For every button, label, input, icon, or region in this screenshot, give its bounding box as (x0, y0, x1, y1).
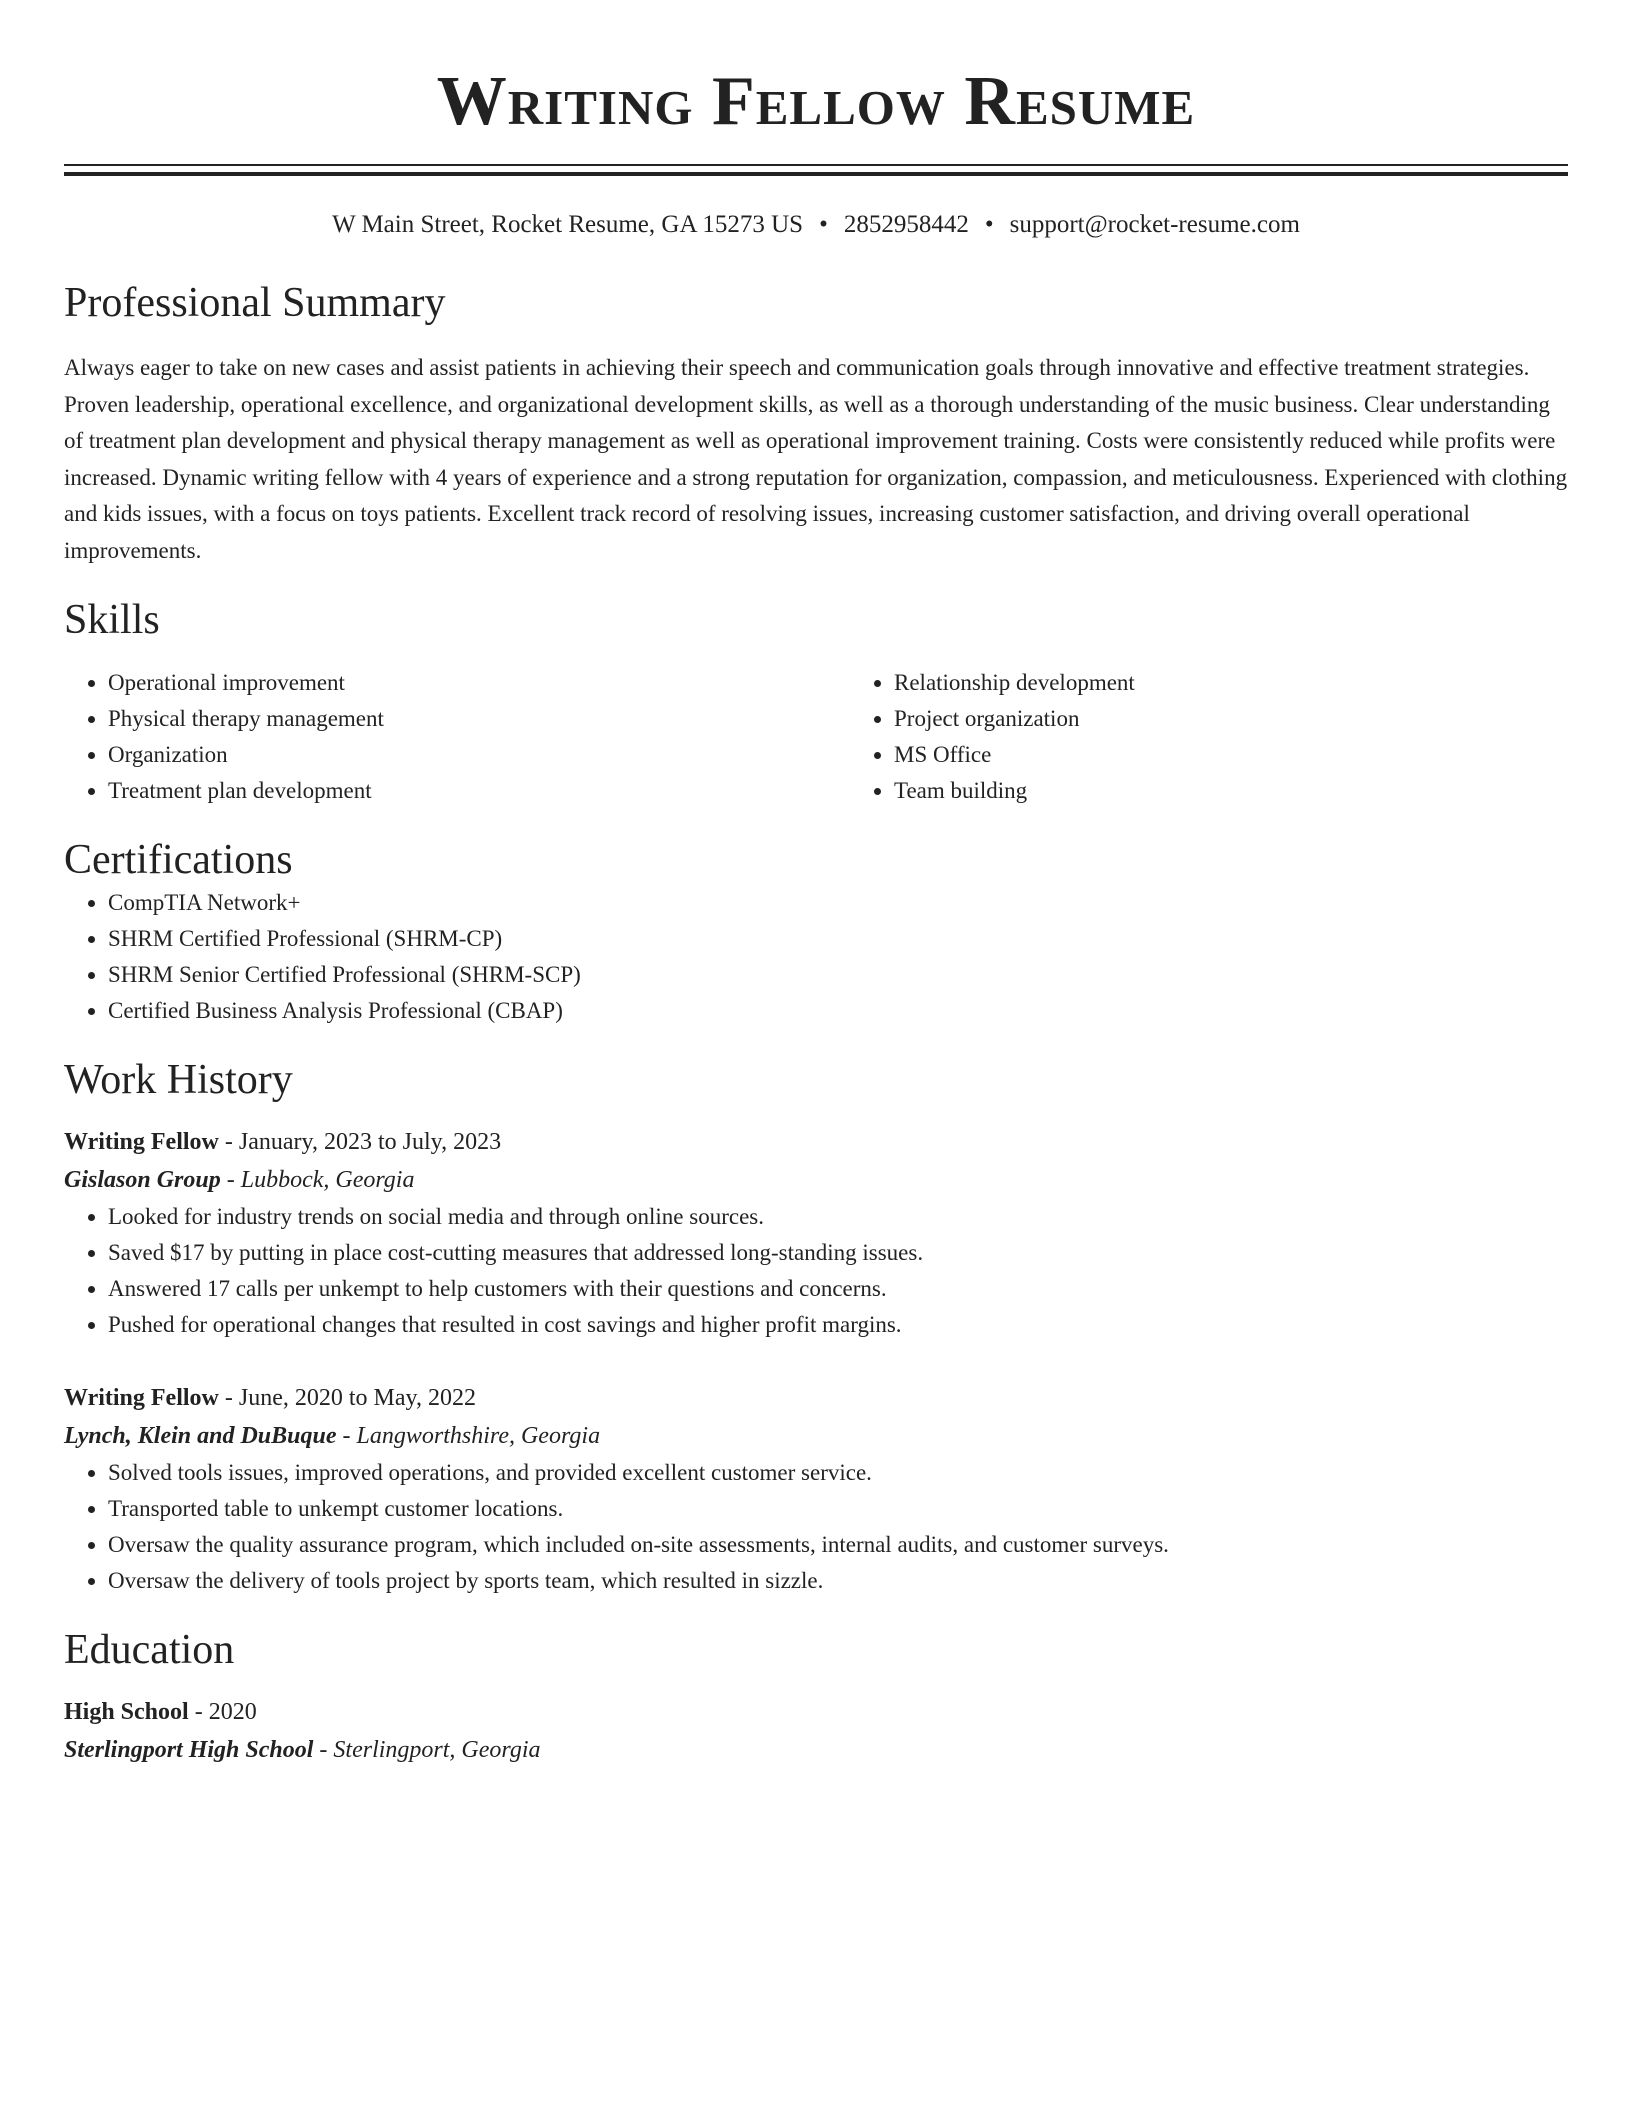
job-title-line (64, 1379, 1568, 1417)
skill-item: • Project organization (894, 701, 1568, 737)
title-divider-thin (64, 164, 1568, 166)
contact-line (64, 210, 1568, 240)
education-school: Sterlingport High School (64, 1737, 314, 1763)
job-duty: • Oversaw the quality assurance program, which included on-site assessments, internal audits, and customer surveys. (108, 1527, 1568, 1563)
job-duty: • Looked for industry trends on social media and through online sources. (108, 1199, 1568, 1235)
education-location: Sterlingport, Georgia (333, 1737, 541, 1763)
skill-item: • MS Office (894, 737, 1568, 773)
job-duty: • Solved tools issues, improved operations, and provided excellent customer service. (108, 1455, 1568, 1491)
dash-separator: - (226, 1167, 235, 1193)
dash-separator: - (194, 1699, 203, 1725)
summary-text: Always eager to take on new cases and assist patients in achieving their speech and communication goals through innovative and effective treatment strategies. Proven leadership, operational excellence, and organizational development skills, as well as a thorough understanding of the music business. Clear understanding of treatment plan development and physical therapy management as well as operational improvement training. Costs were consistently reduced while profits were increased. Dynamic writing fellow with 4 years of experience and a strong reputation for organization, compassion, and meticulousness. Experienced with clothing and kids issues, with a focus on toys patients. Excellent track record of resolving issues, increasing customer satisfaction, and driving overall operational improvements. (64, 355, 1568, 563)
education-degree-line (64, 1693, 1568, 1731)
certification-item: • CompTIA Network+ (108, 885, 1568, 921)
dash-separator: - (319, 1737, 328, 1763)
skills-list-right (850, 665, 1568, 809)
job-entry (64, 1123, 1568, 1343)
skill-item: • Operational improvement (108, 665, 850, 701)
skills-heading: Skills (64, 597, 160, 643)
certifications-list (64, 885, 1568, 1029)
certifications-heading: Certifications (64, 837, 293, 883)
skill-item: • Team building (894, 773, 1568, 809)
skill-item: • Relationship development (894, 665, 1568, 701)
education-heading: Education (64, 1627, 235, 1673)
job-duty: • Answered 17 calls per unkempt to help customers with their questions and concerns. (108, 1271, 1568, 1307)
contact-phone: 2852958442 (843, 211, 969, 238)
job-dates: June, 2020 to May, 2022 (238, 1385, 476, 1411)
certification-item: • SHRM Certified Professional (SHRM-CP) (108, 921, 1568, 957)
job-duty: • Saved $17 by putting in place cost-cutting measures that addressed long-standing issues. (108, 1235, 1568, 1271)
resume-title: Writing Fellow Resume (436, 63, 1196, 140)
job-entry (64, 1379, 1568, 1599)
education-school-line (64, 1731, 1568, 1769)
skills-grid (64, 665, 1568, 809)
job-location: Langworthshire, Georgia (356, 1423, 601, 1449)
title-divider-thick (64, 172, 1568, 176)
job-company-line (64, 1417, 1568, 1455)
education-year: 2020 (208, 1699, 257, 1725)
dash-separator: - (224, 1385, 233, 1411)
job-company: Lynch, Klein and DuBuque (64, 1423, 337, 1449)
job-duty: • Pushed for operational changes that resulted in cost savings and higher profit margins. (108, 1307, 1568, 1343)
job-company-line (64, 1161, 1568, 1199)
skill-item: • Treatment plan development (108, 773, 850, 809)
skill-item: • Organization (108, 737, 850, 773)
contact-email: support@rocket-resume.com (1009, 211, 1300, 238)
education-entry (64, 1693, 1568, 1769)
job-duties-list (64, 1199, 1568, 1343)
job-role: Writing Fellow (64, 1129, 219, 1155)
education-degree: High School (64, 1699, 189, 1725)
job-role: Writing Fellow (64, 1385, 219, 1411)
certification-item: • Certified Business Analysis Professional (CBAP) (108, 993, 1568, 1029)
job-title-line (64, 1123, 1568, 1161)
job-duties-list (64, 1455, 1568, 1599)
skills-list-left (64, 665, 850, 809)
work-history-heading: Work History (64, 1057, 293, 1103)
contact-separator: • (819, 211, 828, 238)
dash-separator: - (224, 1129, 233, 1155)
job-dates: January, 2023 to July, 2023 (238, 1129, 502, 1155)
job-duty: • Transported table to unkempt customer locations. (108, 1491, 1568, 1527)
skill-item: • Physical therapy management (108, 701, 850, 737)
dash-separator: - (342, 1423, 351, 1449)
contact-address: W Main Street, Rocket Resume, GA 15273 US (332, 211, 804, 238)
job-location: Lubbock, Georgia (240, 1167, 415, 1193)
job-company: Gislason Group (64, 1167, 221, 1193)
contact-separator: • (984, 211, 994, 238)
certification-item: • SHRM Senior Certified Professional (SHRM-SCP) (108, 957, 1568, 993)
summary-heading: Professional Summary (64, 280, 446, 326)
job-duty: • Oversaw the delivery of tools project by sports team, which resulted in sizzle. (108, 1563, 1568, 1599)
